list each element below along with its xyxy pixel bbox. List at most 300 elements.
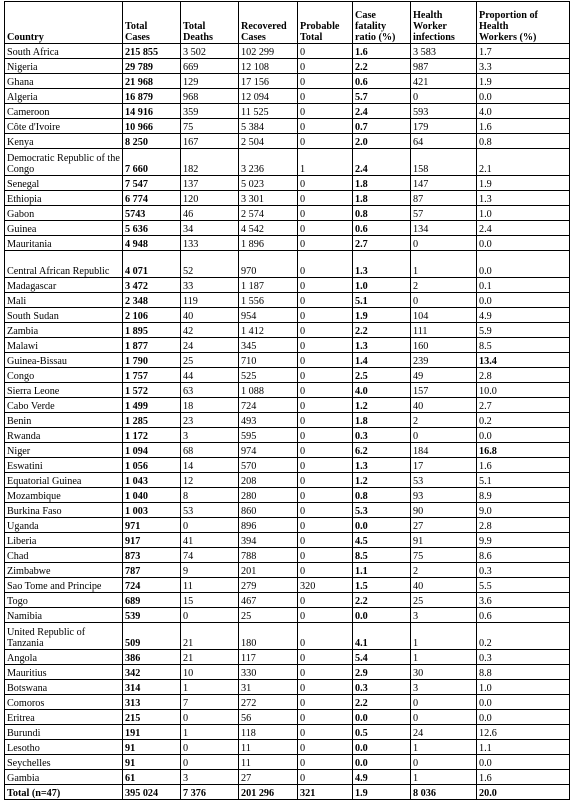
cell-total-deaths: 14: [181, 458, 239, 473]
table-row: [5, 278, 570, 293]
cell-recovered: 117: [239, 650, 298, 665]
cell-cfr: 1.2: [353, 398, 411, 413]
cell-cfr: 0.7: [353, 119, 411, 134]
cell-total-deaths: 52: [181, 251, 239, 278]
cell-cfr: 0.3: [353, 680, 411, 695]
cell-recovered: 56: [239, 710, 298, 725]
cell-probable: 0: [298, 206, 353, 221]
cell-cfr: 5.3: [353, 503, 411, 518]
cell-total-deaths: 3 502: [181, 44, 239, 59]
cell-hw-infections: 987: [411, 59, 477, 74]
cell-hw-infections: 179: [411, 119, 477, 134]
cell-cfr: 1.0: [353, 278, 411, 293]
cell-probable: 0: [298, 191, 353, 206]
cell-total-cases: 14 916: [123, 104, 181, 119]
cell-country: Côte d'Ivoire: [5, 119, 123, 134]
cell-hw-proportion: 1.1: [477, 740, 570, 755]
cell-hw-infections: 147: [411, 176, 477, 191]
cell-probable: 0: [298, 353, 353, 368]
cell-country: Togo: [5, 593, 123, 608]
cell-total-cases: 4 071: [123, 251, 181, 278]
cell-total-cases: 91: [123, 740, 181, 755]
cell-hw-proportion: 16.8: [477, 443, 570, 458]
cell-hw-proportion: 0.0: [477, 710, 570, 725]
table-row: [5, 443, 570, 458]
table-row: [5, 236, 570, 251]
cell-cfr: 0.0: [353, 710, 411, 725]
cell-hw-infections: 53: [411, 473, 477, 488]
cell-probable: 0: [298, 725, 353, 740]
cell-probable: 0: [298, 413, 353, 428]
cell-total-cases: 6 774: [123, 191, 181, 206]
cell-country: Mozambique: [5, 488, 123, 503]
cell-hw-proportion: 0.0: [477, 251, 570, 278]
cell-cfr: 1.3: [353, 458, 411, 473]
cell-country: Guinea: [5, 221, 123, 236]
cell-total-deaths: 968: [181, 89, 239, 104]
table-row: [5, 548, 570, 563]
cell-total-deaths: 1: [181, 680, 239, 695]
cell-hw-proportion: 13.4: [477, 353, 570, 368]
cell-total-deaths: 44: [181, 368, 239, 383]
cell-cfr: 1.8: [353, 176, 411, 191]
cell-hw-infections: 49: [411, 368, 477, 383]
table-row: [5, 338, 570, 353]
cell-cfr: 0.6: [353, 74, 411, 89]
cell-total-deaths: 42: [181, 323, 239, 338]
cell-recovered: 493: [239, 413, 298, 428]
cell-total-deaths: 0: [181, 755, 239, 770]
cell-recovered: 3 236: [239, 149, 298, 176]
cell-probable: 0: [298, 533, 353, 548]
cell-probable: 0: [298, 74, 353, 89]
cell-recovered: 280: [239, 488, 298, 503]
cell-hw-infections: 0: [411, 89, 477, 104]
cell-cfr: 0.3: [353, 428, 411, 443]
table-row: [5, 368, 570, 383]
cell-total-cases: 10 966: [123, 119, 181, 134]
cell-cfr: 4.1: [353, 623, 411, 650]
cell-total-deaths: 34: [181, 221, 239, 236]
cell-country: Eswatini: [5, 458, 123, 473]
cell-cfr: 2.4: [353, 149, 411, 176]
cell-country: Gambia: [5, 770, 123, 785]
cell-cfr: 5.7: [353, 89, 411, 104]
col-header-total-deaths: Total Deaths: [181, 2, 239, 44]
cell-recovered: 330: [239, 665, 298, 680]
cell-hw-proportion: 1.7: [477, 44, 570, 59]
cell-probable: 0: [298, 593, 353, 608]
cell-probable: 0: [298, 488, 353, 503]
cell-total-deaths: 18: [181, 398, 239, 413]
cell-probable: 0: [298, 473, 353, 488]
cell-hw-infections: 3 583: [411, 44, 477, 59]
cell-probable: 0: [298, 221, 353, 236]
cell-country: Comoros: [5, 695, 123, 710]
table-row: [5, 308, 570, 323]
cell-probable: 0: [298, 443, 353, 458]
cell-hw-infections: 1: [411, 740, 477, 755]
cell-total-cases: 1 757: [123, 368, 181, 383]
table-row: [5, 413, 570, 428]
cell-hw-infections: 184: [411, 443, 477, 458]
cell-recovered: 5 023: [239, 176, 298, 191]
cell-country: Seychelles: [5, 755, 123, 770]
cell-hw-infections: 2: [411, 278, 477, 293]
cell-recovered: 1 412: [239, 323, 298, 338]
cell-total-cases: 386: [123, 650, 181, 665]
cell-recovered: 31: [239, 680, 298, 695]
cell-hw-infections: 111: [411, 323, 477, 338]
cell-hw-infections: 160: [411, 338, 477, 353]
cell-country: Zimbabwe: [5, 563, 123, 578]
cell-hw-proportion: 0.8: [477, 134, 570, 149]
cell-cfr: 2.4: [353, 104, 411, 119]
cell-hw-proportion: 0.2: [477, 623, 570, 650]
cell-hw-infections: 0: [411, 236, 477, 251]
cell-hw-proportion: 3.6: [477, 593, 570, 608]
cell-cfr: 0.0: [353, 740, 411, 755]
total-hw-infections: 8 036: [411, 785, 477, 800]
cell-recovered: 2 574: [239, 206, 298, 221]
cell-recovered: 4 542: [239, 221, 298, 236]
cell-cfr: 1.5: [353, 578, 411, 593]
table-body: [5, 44, 570, 800]
cell-probable: 0: [298, 236, 353, 251]
cell-recovered: 896: [239, 518, 298, 533]
cell-total-cases: 215: [123, 710, 181, 725]
cell-total-cases: 1 895: [123, 323, 181, 338]
cell-hw-infections: 25: [411, 593, 477, 608]
cell-probable: 0: [298, 680, 353, 695]
cell-hw-infections: 0: [411, 293, 477, 308]
cell-recovered: 860: [239, 503, 298, 518]
cell-country: Mauritius: [5, 665, 123, 680]
cell-probable: 0: [298, 665, 353, 680]
cell-country: Mali: [5, 293, 123, 308]
cell-cfr: 1.9: [353, 308, 411, 323]
cell-cfr: 1.3: [353, 251, 411, 278]
cell-cfr: 1.8: [353, 413, 411, 428]
cell-probable: 0: [298, 104, 353, 119]
table-row: [5, 149, 570, 176]
cell-cfr: 0.0: [353, 608, 411, 623]
cell-probable: 0: [298, 383, 353, 398]
cell-recovered: 5 384: [239, 119, 298, 134]
cell-hw-proportion: 8.5: [477, 338, 570, 353]
cell-probable: 0: [298, 323, 353, 338]
cell-total-cases: 539: [123, 608, 181, 623]
cell-hw-proportion: 1.9: [477, 74, 570, 89]
cell-hw-infections: 421: [411, 74, 477, 89]
cell-hw-infections: 17: [411, 458, 477, 473]
cell-total-deaths: 137: [181, 176, 239, 191]
cell-cfr: 0.6: [353, 221, 411, 236]
cell-cfr: 2.2: [353, 695, 411, 710]
cell-total-deaths: 24: [181, 338, 239, 353]
cell-hw-proportion: 2.8: [477, 518, 570, 533]
cell-hw-proportion: 0.0: [477, 755, 570, 770]
cell-recovered: 1 556: [239, 293, 298, 308]
cell-hw-proportion: 8.6: [477, 548, 570, 563]
cell-hw-infections: 1: [411, 650, 477, 665]
cell-total-cases: 314: [123, 680, 181, 695]
cell-country: Niger: [5, 443, 123, 458]
cell-recovered: 974: [239, 443, 298, 458]
cell-country: Central African Republic: [5, 251, 123, 278]
table-row: [5, 293, 570, 308]
table-row: [5, 176, 570, 191]
table-row: [5, 680, 570, 695]
cell-hw-infections: 40: [411, 398, 477, 413]
cell-recovered: 525: [239, 368, 298, 383]
table-row: [5, 533, 570, 548]
cell-total-deaths: 1: [181, 725, 239, 740]
cell-recovered: 27: [239, 770, 298, 785]
table-row: [5, 518, 570, 533]
cell-total-cases: 342: [123, 665, 181, 680]
cell-probable: 0: [298, 368, 353, 383]
table-row: [5, 473, 570, 488]
cell-total-cases: 1 094: [123, 443, 181, 458]
cell-probable: 0: [298, 278, 353, 293]
cell-recovered: 279: [239, 578, 298, 593]
cell-country: Equatorial Guinea: [5, 473, 123, 488]
table-row: [5, 578, 570, 593]
cell-recovered: 118: [239, 725, 298, 740]
cell-total-deaths: 74: [181, 548, 239, 563]
cell-total-cases: 1 877: [123, 338, 181, 353]
cell-hw-proportion: 1.6: [477, 458, 570, 473]
cell-country: Burkina Faso: [5, 503, 123, 518]
cell-country: Madagascar: [5, 278, 123, 293]
cell-total-cases: 2 106: [123, 308, 181, 323]
cell-cfr: 2.2: [353, 593, 411, 608]
cell-cfr: 2.7: [353, 236, 411, 251]
cell-total-cases: 16 879: [123, 89, 181, 104]
table-row: [5, 383, 570, 398]
cell-cfr: 8.5: [353, 548, 411, 563]
cell-country: Angola: [5, 650, 123, 665]
cell-country: Mauritania: [5, 236, 123, 251]
cell-hw-proportion: 9.9: [477, 533, 570, 548]
cell-hw-infections: 30: [411, 665, 477, 680]
table-row: [5, 593, 570, 608]
cell-cfr: 1.1: [353, 563, 411, 578]
cell-probable: 0: [298, 503, 353, 518]
cell-country: United Republic of Tanzania: [5, 623, 123, 650]
cell-country: Liberia: [5, 533, 123, 548]
total-hw-proportion: 20.0: [477, 785, 570, 800]
cell-hw-infections: 158: [411, 149, 477, 176]
table-row: [5, 458, 570, 473]
cell-total-deaths: 8: [181, 488, 239, 503]
cell-recovered: 201: [239, 563, 298, 578]
table-row: [5, 104, 570, 119]
cell-hw-infections: 57: [411, 206, 477, 221]
cell-probable: 0: [298, 518, 353, 533]
cell-country: Sierra Leone: [5, 383, 123, 398]
cell-recovered: 1 088: [239, 383, 298, 398]
cell-recovered: 724: [239, 398, 298, 413]
cell-total-cases: 4 948: [123, 236, 181, 251]
cell-recovered: 1 187: [239, 278, 298, 293]
cell-hw-infections: 239: [411, 353, 477, 368]
table-row: [5, 710, 570, 725]
table-row: [5, 563, 570, 578]
cell-probable: 0: [298, 134, 353, 149]
cell-hw-infections: 24: [411, 725, 477, 740]
cell-hw-infections: 1: [411, 251, 477, 278]
cell-country: Burundi: [5, 725, 123, 740]
cell-probable: 0: [298, 428, 353, 443]
cell-total-cases: 7 660: [123, 149, 181, 176]
col-header-hw-infections: Health Worker infections: [411, 2, 477, 44]
cell-total-cases: 724: [123, 578, 181, 593]
table-row: [5, 740, 570, 755]
cell-hw-infections: 64: [411, 134, 477, 149]
cell-hw-proportion: 5.5: [477, 578, 570, 593]
cell-total-cases: 3 472: [123, 278, 181, 293]
cell-probable: 0: [298, 59, 353, 74]
cell-total-deaths: 68: [181, 443, 239, 458]
cell-country: Senegal: [5, 176, 123, 191]
cell-recovered: 12 094: [239, 89, 298, 104]
cell-recovered: 595: [239, 428, 298, 443]
cell-country: Gabon: [5, 206, 123, 221]
cell-country: Chad: [5, 548, 123, 563]
cell-country: Democratic Republic of the Congo: [5, 149, 123, 176]
cell-recovered: 345: [239, 338, 298, 353]
cell-total-deaths: 46: [181, 206, 239, 221]
cell-total-deaths: 120: [181, 191, 239, 206]
table-row: [5, 428, 570, 443]
cell-total-cases: 1 056: [123, 458, 181, 473]
cell-cfr: 1.4: [353, 353, 411, 368]
cell-recovered: 12 108: [239, 59, 298, 74]
cell-hw-proportion: 10.0: [477, 383, 570, 398]
cell-total-cases: 91: [123, 755, 181, 770]
table-row: [5, 650, 570, 665]
cell-hw-proportion: 5.1: [477, 473, 570, 488]
cell-cfr: 5.1: [353, 293, 411, 308]
cell-hw-proportion: 8.8: [477, 665, 570, 680]
cell-total-deaths: 23: [181, 413, 239, 428]
col-header-cfr: Case fatality ratio (%): [353, 2, 411, 44]
cell-total-cases: 7 547: [123, 176, 181, 191]
document-page: [4, 1, 569, 800]
total-row: [5, 785, 570, 800]
cell-cfr: 1.6: [353, 44, 411, 59]
table-row: [5, 119, 570, 134]
cell-probable: 0: [298, 44, 353, 59]
cell-total-cases: 509: [123, 623, 181, 650]
cell-total-cases: 29 789: [123, 59, 181, 74]
cell-hw-proportion: 0.3: [477, 563, 570, 578]
cell-total-deaths: 129: [181, 74, 239, 89]
cell-hw-infections: 2: [411, 563, 477, 578]
cell-cfr: 2.5: [353, 368, 411, 383]
cell-country: Uganda: [5, 518, 123, 533]
cell-total-deaths: 0: [181, 608, 239, 623]
table-row: [5, 191, 570, 206]
cell-probable: 0: [298, 755, 353, 770]
cell-total-deaths: 3: [181, 428, 239, 443]
cell-cfr: 4.0: [353, 383, 411, 398]
cell-hw-infections: 3: [411, 608, 477, 623]
cell-country: Ghana: [5, 74, 123, 89]
cell-recovered: 467: [239, 593, 298, 608]
cell-recovered: 17 156: [239, 74, 298, 89]
cell-hw-infections: 1: [411, 770, 477, 785]
cell-total-cases: 313: [123, 695, 181, 710]
table-row: [5, 251, 570, 278]
cell-hw-infections: 2: [411, 413, 477, 428]
cell-hw-proportion: 2.8: [477, 368, 570, 383]
cell-total-deaths: 0: [181, 710, 239, 725]
cell-total-deaths: 11: [181, 578, 239, 593]
cell-recovered: 2 504: [239, 134, 298, 149]
cell-recovered: 11: [239, 755, 298, 770]
cell-total-cases: 1 003: [123, 503, 181, 518]
cell-cfr: 2.0: [353, 134, 411, 149]
cell-hw-proportion: 8.9: [477, 488, 570, 503]
cell-country: Eritrea: [5, 710, 123, 725]
cell-country: Zambia: [5, 323, 123, 338]
cell-probable: 320: [298, 578, 353, 593]
cell-hw-infections: 90: [411, 503, 477, 518]
cell-total-deaths: 40: [181, 308, 239, 323]
cell-recovered: 3 301: [239, 191, 298, 206]
col-header-country: Country: [5, 2, 123, 44]
cell-total-deaths: 182: [181, 149, 239, 176]
cell-total-deaths: 0: [181, 740, 239, 755]
cell-probable: 0: [298, 176, 353, 191]
cell-country: Sao Tome and Principe: [5, 578, 123, 593]
cell-cfr: 0.0: [353, 518, 411, 533]
cell-total-deaths: 7: [181, 695, 239, 710]
cell-country: Namibia: [5, 608, 123, 623]
cell-total-deaths: 0: [181, 518, 239, 533]
cell-total-deaths: 63: [181, 383, 239, 398]
cell-hw-proportion: 1.0: [477, 680, 570, 695]
cell-hw-infections: 104: [411, 308, 477, 323]
cell-hw-proportion: 9.0: [477, 503, 570, 518]
cell-probable: 0: [298, 695, 353, 710]
table-row: [5, 221, 570, 236]
cell-hw-proportion: 2.7: [477, 398, 570, 413]
cell-total-cases: 917: [123, 533, 181, 548]
cell-hw-proportion: 0.6: [477, 608, 570, 623]
cell-hw-proportion: 0.3: [477, 650, 570, 665]
cell-hw-infections: 157: [411, 383, 477, 398]
cell-recovered: 25: [239, 608, 298, 623]
table-row: [5, 206, 570, 221]
cell-hw-proportion: 4.9: [477, 308, 570, 323]
cell-recovered: 570: [239, 458, 298, 473]
cell-hw-infections: 75: [411, 548, 477, 563]
cell-total-deaths: 21: [181, 623, 239, 650]
table-row: [5, 59, 570, 74]
cell-probable: 0: [298, 770, 353, 785]
cell-country: Botswana: [5, 680, 123, 695]
cell-probable: 0: [298, 608, 353, 623]
cell-cfr: 1.3: [353, 338, 411, 353]
table-row: [5, 353, 570, 368]
cell-country: South Africa: [5, 44, 123, 59]
cell-hw-proportion: 5.9: [477, 323, 570, 338]
cell-total-cases: 5743: [123, 206, 181, 221]
